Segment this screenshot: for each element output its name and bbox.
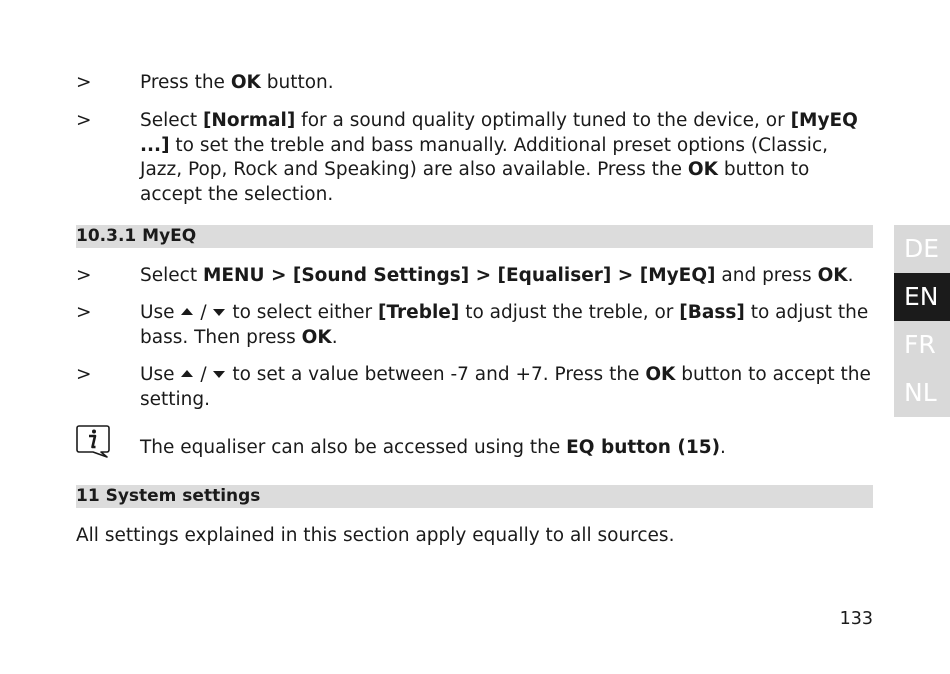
bold-term: [Normal] [202,110,296,131]
language-tab-fr: FR [894,321,950,369]
bold-term: MENU > [Sound Settings] > [Equaliser] > [MyEQ] [202,265,716,286]
step-marker: > [76,265,92,286]
bold-term: OK [645,364,676,385]
info-icon [76,424,110,458]
step-text: Use / to set a value between -7 and +7. Press the OK button to accept the setting. [140,364,871,410]
step-marker: > [76,72,92,93]
step-marker: > [76,302,92,323]
bold-term: EQ button (15) [566,437,721,458]
bold-term: OK [230,72,261,93]
bold-term: OK [301,326,332,348]
step-marker: > [76,364,92,385]
arrow-down-icon [212,368,226,378]
step-text: Use / to select either [Treble] to adjust the treble, or [Bass] to adjust the bass. Then press OK. [140,302,869,348]
page-number: 133 [839,609,873,629]
step-text: Select [Normal] for a sound quality optimally tuned to the device, or [MyEQ ...] to set the treble and bass manually. Additional preset options (Classic, Jazz, Pop, Rock and Speaking) are also available. Press the OK button to accept the selection. [140,110,858,205]
bold-term: [Treble] [378,302,460,323]
language-tab-de: DE [894,225,950,273]
bold-term: OK [687,159,718,180]
language-tab-en: EN [894,273,950,321]
note-text: The equaliser can also be accessed using the EQ button (15). [140,437,726,458]
arrow-up-icon [180,306,194,316]
step-text: Press the OK button. [140,72,334,93]
section-heading-system-settings: 11 System settings [76,485,873,508]
language-tab-nl: NL [894,369,950,417]
section-intro-text: All settings explained in this section apply equally to all sources. [76,525,675,546]
bold-term: [Bass] [679,302,745,323]
step-marker: > [76,110,92,131]
section-heading-myeq: 10.3.1 MyEQ [76,225,873,248]
arrow-down-icon [212,306,226,316]
bold-term: OK [817,265,848,286]
step-text: Select MENU > [Sound Settings] > [Equaliser] > [MyEQ] and press OK. [140,265,854,286]
language-tabs [894,225,950,417]
arrow-up-icon [180,368,194,378]
bold-term: [MyEQ ...] [140,110,858,156]
